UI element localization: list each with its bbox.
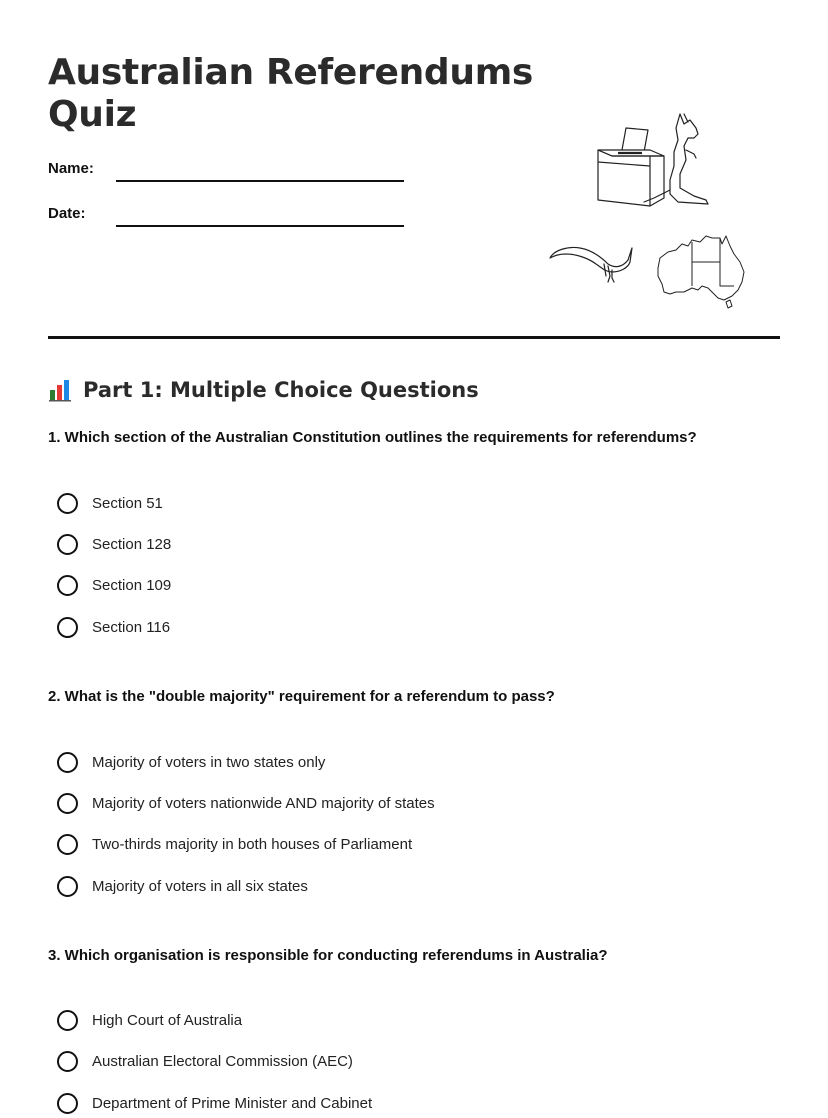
kangaroo-icon [640, 110, 714, 208]
name-field[interactable] [48, 160, 408, 184]
option-label: Australian Electoral Commission (AEC) [92, 1052, 353, 1070]
option-label: Section 51 [92, 494, 163, 512]
radio-button[interactable] [57, 793, 78, 814]
date-field[interactable] [48, 205, 408, 229]
date-label: Date: [48, 205, 86, 222]
question-3: 3. Which organisation is responsible for conducting referendums in Australia? [48, 947, 608, 964]
option[interactable] [57, 790, 435, 816]
option[interactable] [57, 614, 170, 640]
bar-chart-icon [48, 377, 74, 403]
option[interactable] [57, 1007, 242, 1033]
question-2: 2. What is the "double majority" requirement for a referendum to pass? [48, 688, 555, 705]
question-1: 1. Which section of the Australian Constitution outlines the requirements for referendums? [48, 429, 697, 446]
option[interactable] [57, 572, 171, 598]
option[interactable] [57, 831, 412, 857]
name-line[interactable] [116, 180, 404, 182]
option-label: Section 109 [92, 576, 172, 594]
title-line-2: Quiz [48, 94, 137, 135]
australia-map-icon [654, 232, 750, 312]
option[interactable] [57, 873, 308, 899]
name-label: Name: [48, 160, 94, 177]
option-label: Majority of voters nationwide AND majority of states [92, 794, 435, 812]
section-divider [48, 336, 780, 339]
option-label: Section 128 [92, 535, 172, 553]
option[interactable] [57, 490, 163, 516]
page-title [48, 52, 533, 136]
option[interactable] [57, 1048, 353, 1074]
radio-button[interactable] [57, 575, 78, 596]
radio-button[interactable] [57, 1010, 78, 1031]
option-label: Majority of voters in all six states [92, 877, 308, 895]
platypus-icon [546, 238, 636, 284]
radio-button[interactable] [57, 876, 78, 897]
option-label: Two-thirds majority in both houses of Parliament [92, 835, 413, 853]
radio-button[interactable] [57, 1093, 78, 1114]
title-line-1: Australian Referendums [48, 52, 534, 93]
option-label: Section 116 [92, 618, 171, 636]
radio-button[interactable] [57, 534, 78, 555]
radio-button[interactable] [57, 834, 78, 855]
option-label: High Court of Australia [92, 1011, 243, 1029]
option[interactable] [57, 749, 325, 775]
part-1-heading [48, 375, 479, 405]
part-1-title: Part 1: Multiple Choice Questions [83, 378, 479, 402]
option[interactable] [57, 1090, 372, 1116]
option-label: Department of Prime Minister and Cabinet [92, 1094, 373, 1112]
radio-button[interactable] [57, 752, 78, 773]
date-line[interactable] [116, 225, 404, 227]
radio-button[interactable] [57, 617, 78, 638]
option[interactable] [57, 531, 171, 557]
radio-button[interactable] [57, 1051, 78, 1072]
radio-button[interactable] [57, 493, 78, 514]
option-label: Majority of voters in two states only [92, 753, 326, 771]
